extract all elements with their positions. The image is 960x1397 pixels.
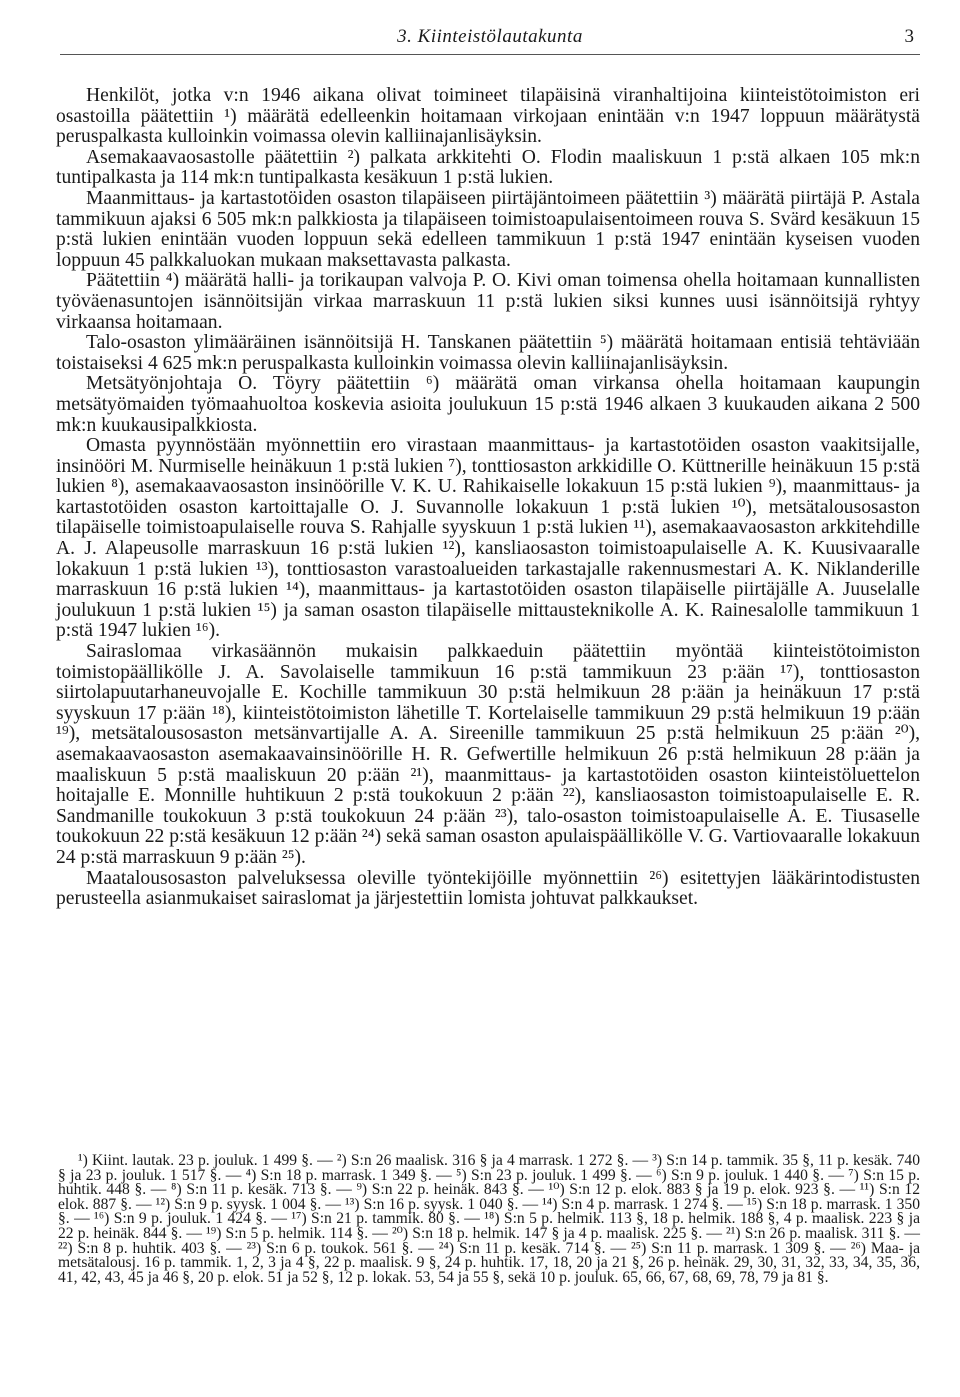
paragraph: Omasta pyynnöstään myönnettiin ero virastaan maanmittaus- ja kartastotöiden osaston vaakitsijalle, insinööri M. Nurmiselle heinäkuun 1 p:stä lukien ⁷), tonttiosaston arkkidille O. Küttnerille heinäkuun 15 p:stä lukien ⁸), asemakaavaosaston insinöörille V. K. U. Rahikaiselle lokakuun 15 p:stä lukien ⁹), maanmittaus- ja kartastotöiden osaston kartoittajalle O. J. Suvannolle lokakuun 1 p:stä lukien ¹⁰), metsätalousosaston tilapäiselle toimistoapulaiselle rouva S. Rahjalle syyskuun 1 p:stä lukien ¹¹), asemakaavaosaston arkkitehdille A. J. Alapeusolle marraskuun 16 p:stä lukien ¹²), kansliaosaston toimistoapulaiselle A. K. Kuusivaaralle lokakuun 1 p:stä lukien ¹³), tonttiosaston varastoalueiden tarkastajalle rakennusmestari A. K. Niklanderille marraskuun 16 p:stä lukien ¹⁴), maanmittaus- ja kartastotöiden osaston tilapäiselle piirtäjälle A. Juuselalle joulukuun 1 p:stä lukien ¹⁵) ja saman osaston tilapäiselle mittausteknikolle A. K. Rainesalolle tammikuun 1 p:stä 1947 lukien ¹⁶). <box>56 435 920 642</box>
footnote-text: ¹) Kiint. lautak. 23 p. jouluk. 1 499 §. — ²) S:n 26 maalisk. 316 § ja 4 marrask. 1 272 §. — ³) S:n 14 p. tammik. 35 §, 11 p. kesäk. 740 § ja 23 p. jouluk. 1 517 §. — ⁴) S:n 18 p. marrask. 1 349 §. — ⁵) S:n 23 p. jouluk. 1 499 §. — ⁶) S:n 9 p. jouluk. 1 440 §. — ⁷) S:n 15 p. huhtik. 448 §. — ⁸) S:n 11 p. kesäk. 713 §. — ⁹) S:n 22 p. heinäk. 843 §. — ¹⁰) S:n 12 p. elok. 883 § ja 19 p. elok. 923 §. — ¹¹) S:n 12 elok. 887 §. — ¹²) S:n 9 p. syysk. 1 004 §. — ¹³) S:n 16 p. syysk. 1 040 §. — ¹⁴) S:n 4 p. marrask. 1 274 §. — ¹⁵) S:n 18 p. marrask. 1 350 §. — ¹⁶) S:n 9 p. jouluk. 1 424 §. — ¹⁷) S:n 21 p. tammik. 80 §. — ¹⁸) S:n 5 p. helmik. 113 §, 18 p. helmik. 188 §, 4 p. maalisk. 223 § ja 22 p. heinäk. 844 §. — ¹⁹) S:n 5 p. helmik. 114 §. — ²⁰) S:n 18 p. helmik. 147 § ja 4 p. maalisk. 225 §. — ²¹) S:n 26 p. maalisk. 311 §. — ²²) S:n 8 p. huhtik. 403 §. — ²³) S:n 6 p. toukok. 561 §. — ²⁴) S:n 11 p. kesäk. 714 §. — ²⁵) S:n 11 p. marrask. 1 309 §. — ²⁶) Maa- ja metsätalousj. 16 p. tammik. 1, 2, 3 ja 4 §, 22 p. maalisk. 9 §, 24 p. huhtik. 17, 18, 20 ja 21 §, 26 p. heinäk. 29, 30, 31, 32, 33, 34, 35, 36, 41, 42, 43, 45 ja 46 §, 20 p. elok. 51 ja 52 §, 12 p. lokak. 53, 54 ja 55 §, sekä 10 p. jouluk. 65, 66, 67, 68, 69, 78, 79 ja 81 §. <box>58 1152 920 1286</box>
page-number: 3 <box>904 26 914 47</box>
paragraph: Sairaslomaa virkasäännön mukaisin palkkaeduin päätettiin myöntää kiinteistötoimiston toimistopäällikölle J. A. Savolaiselle tammikuun 16 p:stä tammikuun 23 p:ään ¹⁷), tonttiosaston siirtolapuutarhaneuvojalle E. Kochille tammikuun 30 p:stä helmikuun 28 p:ään ja heinäkuun 17 p:stä syyskuun 17 p:ään ¹⁸), kiinteistötoimiston lähetille T. Kortelaiselle tammikuun 29 p:stä helmikuun 19 p:ään ¹⁹), metsätalousosaston metsänvartijalle A. A. Sireenille tammikuun 25 p:stä helmikuun 25 p:ään ²⁰), asemakaavaosaston asemakaavainsinöörille H. R. Gefwertille helmikuun 26 p:stä helmikuun 28 p:ään ja maaliskuun 5 p:stä maaliskuun 20 p:ään ²¹), maanmittaus- ja kartastotöiden osaston kiinteistöluettelon hoitajalle E. Monnille huhtikuun 2 p:stä toukokuun 2 p:ään ²²), kansliaosaston toimistoapulaiselle E. R. Sandmanille toukokuun 3 p:stä toukokuun 24 p:ään ²³), talo-osaston toimistoapulaiselle A. E. Tiusaselle toukokuun 22 p:stä kesäkuun 12 p:ään ²⁴) sekä saman osaston apulaispäällikölle V. G. Vartiovaaralle lokakuun 24 p:stä marraskuun 9 p:ään ²⁵). <box>56 641 920 868</box>
paragraph: Metsätyönjohtaja O. Töyry päätettiin ⁶) määrätä oman virkansa ohella hoitamaan kaupungin metsätyömaiden työmaahuoltoa koskevia asioita joulukuun 15 p:stä 1946 alkaen 3 kuukauden aikana 2 500 mk:n kuukausipalkkiosta. <box>56 373 920 436</box>
paragraph: Maanmittaus- ja kartastotöiden osaston tilapäiseen piirtäjäntoimeen päätettiin ³) määrätä piirtäjä P. Astala tammikuun ajaksi 6 505 mk:n palkkiosta ja tilapäiseen toimistoapulaisentoimeen rouva S. Svärd kesäkuun 15 p:stä lukien enintään vuoden loppuun sekä edelleen tammikuun 1 p:stä 1947 enintään kyseisen vuoden loppuun 45 palkkaluokan mukaan maksettavasta palkasta. <box>56 187 920 271</box>
page-header <box>60 24 920 55</box>
paragraph: Maatalousosaston palveluksessa oleville työntekijöille myönnettiin ²⁶) esitettyjen lääkärintodistusten perusteella asianmukaiset sairaslomat ja järjestettiin lomista johtuvat palkkaukset. <box>56 867 920 910</box>
paragraph: Asemakaavaosastolle päätettiin ²) palkata arkkitehti O. Flodin maaliskuun 1 p:stä alkaen 105 mk:n tuntipalkasta ja 114 mk:n tuntipalkasta kesäkuun 1 p:stä lukien. <box>56 146 920 189</box>
footnotes <box>58 1154 920 1285</box>
paragraph: Henkilöt, jotka v:n 1946 aikana olivat toimineet tilapäisinä viranhaltijoina kiinteistötoimiston eri osastoilla päätettiin ¹) määrätä edelleenkin hoitamaan virkojaan enintään v:n 1947 loppuun määrätystä peruspalkasta kulloinkin voimassa olevin kalliinajanlisäyksin. <box>56 85 920 148</box>
paragraph: Päätettiin ⁴) määrätä halli- ja torikaupan valvoja P. O. Kivi oman toimensa ohella hoitamaan kunnallisten työväenasuntojen isännöitsijän virkaa marraskuun 11 p:stä lukien siksi kunnes uusi isännöitsijä ryhtyy virkaansa hoitamaan. <box>56 270 920 333</box>
body-text <box>56 86 920 910</box>
paragraph: Talo-osaston ylimääräinen isännöitsijä H. Tanskanen päätettiin ⁵) määrätä hoitamaan entisiä tehtäviään toistaiseksi 4 625 mk:n peruspalkasta kulloinkin voimassa olevin kalliinajanlisäyksin. <box>56 332 920 374</box>
running-head-title: 3. Kiinteistölautakunta <box>397 26 583 47</box>
